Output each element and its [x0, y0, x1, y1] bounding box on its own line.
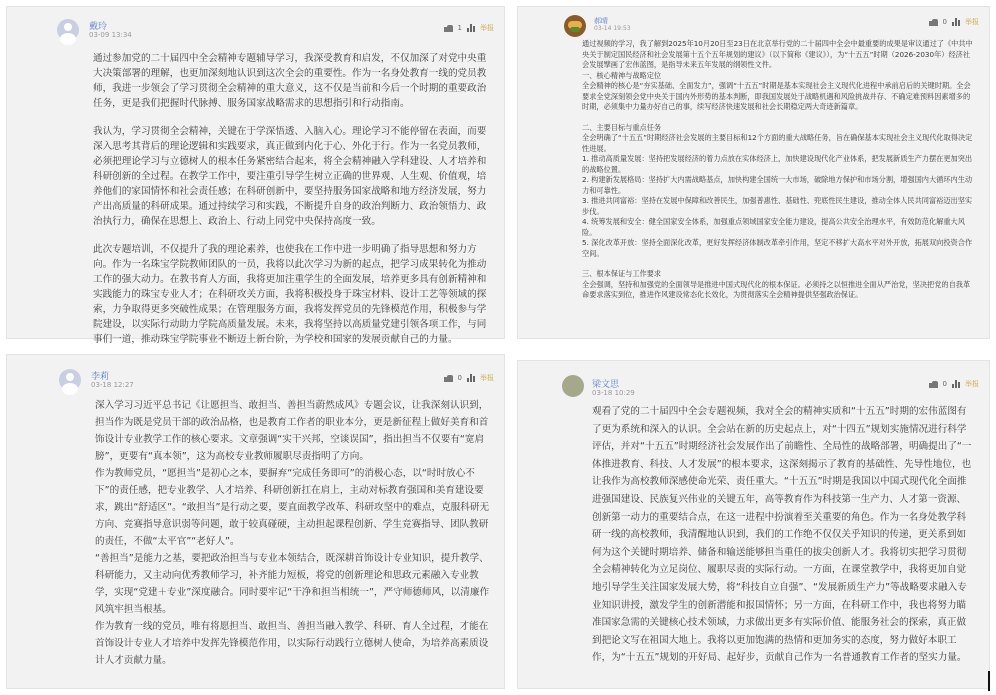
- report-link[interactable]: 举报: [965, 380, 979, 388]
- stats-icon[interactable]: [467, 374, 475, 382]
- stats-icon[interactable]: [952, 380, 960, 388]
- paragraph: 全会明确了“十五五”时期经济社会发展的主要目标和12个方面的重大战略任务，旨在确保基本实现社会主义现代化取得决定性进展。: [582, 133, 973, 153]
- comment-body: [95, 397, 490, 669]
- olive-avatar-icon[interactable]: [562, 375, 584, 397]
- paragraph: 深入学习习近平总书记《让愿担当、敢担当、善担当蔚然成风》专题会议，让我深刻认识到，担当作为既是党员干部的政治品格，也是教育工作者的职业本分，更是新征程上做好美育和首饰设计专业教学工作的核心要求。文章强调“实干兴邦，空谈误国”，指出担当不仅要有“宽肩膀”，更要有“真本领”，这为高校专业教师履职尽责指明了方向。: [95, 400, 489, 462]
- timestamp: 03-09 13:34: [89, 31, 132, 39]
- text-cursor: [988, 671, 990, 691]
- like-icon[interactable]: [444, 24, 453, 32]
- report-link[interactable]: 举报: [480, 374, 494, 382]
- comment-header: [518, 361, 989, 401]
- comment-actions: [444, 23, 494, 33]
- section-heading: 一、核心精神与战略定位: [582, 70, 662, 80]
- comment-card: [517, 6, 990, 339]
- like-count: 0: [942, 18, 947, 26]
- comment-header: [7, 355, 504, 395]
- timestamp: 03-14 19:53: [594, 25, 631, 32]
- like-icon[interactable]: [444, 374, 453, 382]
- paragraph: 通过参加党的二十届四中全会精神专题辅导学习，我深受教育和启发，不仅加深了对党中央重大决策部署的理解，也更加深刻地认识到这次全会的重要性。作为一名身处教育一线的党员教师，我进一步领会了学习贯彻全会精神的重大意义，这不仅是当前和今后一个时期的重要政治任务，更是我们把握时代脉搏、服务国家战略需求的思想指引和行动指南。: [93, 53, 487, 109]
- paragraph: 全会强调，坚持和加强党的全面领导是推进中国式现代化的根本保证。必须持之以恒推进全面从严治党，坚决把党的自我革命要求落实到位，推进作风建设常态化长效化，为贯彻落实全会精神提供坚强政治保证。: [582, 279, 971, 299]
- comment-header: [7, 7, 504, 47]
- food-photo-avatar-icon[interactable]: [564, 15, 586, 37]
- username[interactable]: 戴玲: [89, 22, 108, 32]
- paragraph: 观看了党的二十届四中全会专题视频，我对全会的精神实质和“十五五”时期的宏伟蓝图有了更为系统和深入的认识。全会站在新的历史起点上，对“十四五”规划实施情况进行科学评估，并对“十五五”时期经济社会发展作出了前瞻性、全局性的战略部署，明确提出了“一体推进教育、科技、人才发展”的根本要求，这深刻揭示了教育的基础性、先导性地位，也让我作为高校教师深感使命光荣、责任重大。“十五五”时期是我国以中国式现代化全面推进强国建设、民族复兴伟业的关键五年，高等教育作为科技第一生产力、人才第一资源、创新第一动力的重要结合点，在这一进程中扮演着至关重要的角色。作为一名身处教学科研一线的高校教师，我清醒地认识到，我们的工作绝不仅仅关乎知识的传递，更关系到如何为这个关键时期培养、储备和输送能够担当重任的拔尖创新人才。我将切实把学习贯彻全会精神转化为立足岗位、履职尽责的实际行动。一方面，在课堂教学中，我将更加自觉地引导学生关注国家发展大势，将“科技自立自强”、“发展新质生产力”等战略要求融入专业知识讲授，激发学生的创新潜能和报国情怀；另一方面，在科研工作中，我也将努力瞄准国家急需的关键核心技术领域，力求做出更多有实际价值、能服务社会的探索，真正做到把论文写在祖国大地上。我将以更加饱满的热情和更加务实的态度，努力做好本职工作，为“十五五”规划的开好局、起好步，贡献自己作为一名普通教育工作者的坚实力量。: [592, 406, 972, 664]
- username[interactable]: 李莉: [91, 372, 110, 382]
- spacer: [582, 259, 977, 269]
- list-item: 5. 深化改革开放：坚持全面深化改革，更好发挥经济体制改革牵引作用，坚定不移扩大高水平对外开放，拓展双向投资合作空间。: [582, 238, 973, 258]
- paragraph: 此次专题培训，不仅提升了我的理论素养，也使我在工作中进一步明确了指导思想和努力方向。作为一名珠宝学院教师团队的一员，我将以此次学习为新的起点，把学习成果转化为推动工作的强大动力。在教书育人方面，我将更加注重学生的全面发展，培养更多具有创新精神和实践能力的珠宝专业人才；在科研攻关方面，我将积极投身于珠宝材料、设计工艺等领域的探索，力争取得更多突破性成果；在管理服务方面，我将发挥党员的先锋模范作用，积极参与学院建设，以实际行动助力学院高质量发展。未来，我将坚持以高质量党建引领各项工作，与同事们一道，推动珠宝学院事业不断迈上新台阶，为学校和国家的发展贡献自己的力量。: [93, 244, 487, 345]
- list-item: 3. 推进共同富裕：坚持在发展中保障和改善民生，加强普惠性、基础性、兜底性民生建设，推动全体人民共同富裕迈出坚实步伐。: [582, 196, 973, 216]
- stats-icon[interactable]: [952, 18, 960, 26]
- paragraph: 我认为，学习贯彻全会精神，关键在于学深悟透、入脑入心。理论学习不能停留在表面，而要深入思考其背后的理论逻辑和实践要求，真正做到内化于心、外化于行。作为一名党员教师，必须把理论学习与立德树人的根本任务紧密结合起来，将全会精神融入学科建设、人才培养和科研创新的全过程。在教学工作中，要注重引导学生树立正确的世界观、人生观、价值观，培养他们的家国情怀和社会责任感；在科研创新中，要坚持服务国家战略和地方经济发展，努力产出高质量的科研成果。通过持续学习和实践，不断提升自身的政治判断力、政治领悟力、政治执行力，确保在思想上、政治上、行动上同党中央保持高度一致。: [93, 126, 487, 227]
- list-item: 4. 统筹发展和安全：健全国家安全体系，加强重点领域国家安全能力建设，提高公共安全治理水平，有效防范化解重大风险。: [582, 217, 965, 237]
- report-link[interactable]: 举报: [480, 24, 494, 32]
- comment-actions: [444, 373, 494, 383]
- paragraph: 全会精神的核心是“夯实基础、全面发力”，强调“十五五”时期是基本实现社会主义现代化进程中承前启后的关键时期。全会要求全党深刻领会党中央关于国内外形势的基本判断，即我国发展处于战略机遇和风险挑战并存、不确定难预料因素增多的时期，必须集中力量办好自己的事，续写经济快速发展和社会长期稳定两大奇迹新篇章。: [582, 81, 971, 111]
- timestamp: 03-18 10:29: [592, 389, 635, 397]
- section-heading: 二、主要目标与重点任务: [582, 122, 662, 132]
- comment-actions: [929, 17, 979, 27]
- list-item: 2. 构建新发展格局：坚持扩大内需战略基点，加快构建全国统一大市场，破除地方保护和市场分割，增强国内大循环内生动力和可靠性。: [582, 175, 973, 195]
- username[interactable]: 郝晴: [594, 17, 608, 25]
- user-avatar-icon[interactable]: [57, 19, 79, 41]
- comment-body: [93, 51, 490, 360]
- stats-icon[interactable]: [467, 24, 475, 32]
- comment-card: [6, 6, 505, 345]
- like-count: 0: [457, 374, 462, 382]
- comment-body: [592, 403, 975, 680]
- timestamp: 03-18 12:27: [91, 381, 134, 389]
- list-item: 1. 推动高质量发展：坚持把发展经济的着力点放在实体经济上，加快建设现代化产业体系，把发展新质生产力摆在更加突出的战略位置。: [582, 154, 973, 174]
- comment-actions: [929, 379, 979, 389]
- spacer: [582, 113, 977, 123]
- paragraph: 通过视频的学习，我了解到2025年10月20日至23日在北京举行党的二十届四中全会中最重要的成果是审议通过了《中共中央关于制定国民经济和社会发展第十五个五年规划的建议》（以下简称《建议》），为“十五五”时期（2026-2030年）经济社会发展擘画了宏伟蓝图，是指导未来五年发展的纲领性文件。: [582, 39, 973, 69]
- section-heading: 三、根本保证与工作要求: [582, 269, 662, 278]
- comment-card: [6, 354, 505, 689]
- like-count: 0: [942, 380, 947, 388]
- like-count: 1: [457, 24, 462, 32]
- paragraph: “善担当”是能力之基，要把政治担当与专业本领结合，既深耕首饰设计专业知识，提升教学、科研能力，又主动向优秀教师学习，补齐能力短板，将党的创新理论和思政元素融入专业教学，实现“党建＋专业”深度融合。同时要牢记“干净和担当相统一”，严守师德师风，以清廉作风筑牢担当根基。: [95, 553, 490, 615]
- like-icon[interactable]: [929, 18, 938, 26]
- user-avatar-icon[interactable]: [59, 369, 81, 391]
- comment-body: [582, 39, 977, 301]
- like-icon[interactable]: [929, 380, 938, 388]
- paragraph: 作为教师党员，“愿担当”是初心之本，要摒弃“完成任务即可”的消极心态，以“时时放心不下”的责任感，把专业教学、人才培养、科研创新扛在肩上，主动对标教育强国和美育建设要求，跳出“舒适区”。“敢担当”是行动之要，要直面教学改革、科研攻坚中的难点，克服科研无方向、竞赛指导意识弱等问题，敢于较真碰硬，主动担起课程创新、学生竞赛指导、团队教研的责任，不做“太平官”“老好人”。: [95, 468, 490, 547]
- username[interactable]: 梁文思: [592, 380, 620, 390]
- report-link[interactable]: 举报: [965, 18, 979, 26]
- paragraph: 作为教育一线的党员，唯有将愿担当、敢担当、善担当融入教学、科研、育人全过程，才能在首饰设计专业人才培养中发挥先锋模范作用，以实际行动践行立德树人使命，为培养高素质设计人才贡献力量。: [95, 621, 489, 666]
- comment-card: [517, 360, 990, 689]
